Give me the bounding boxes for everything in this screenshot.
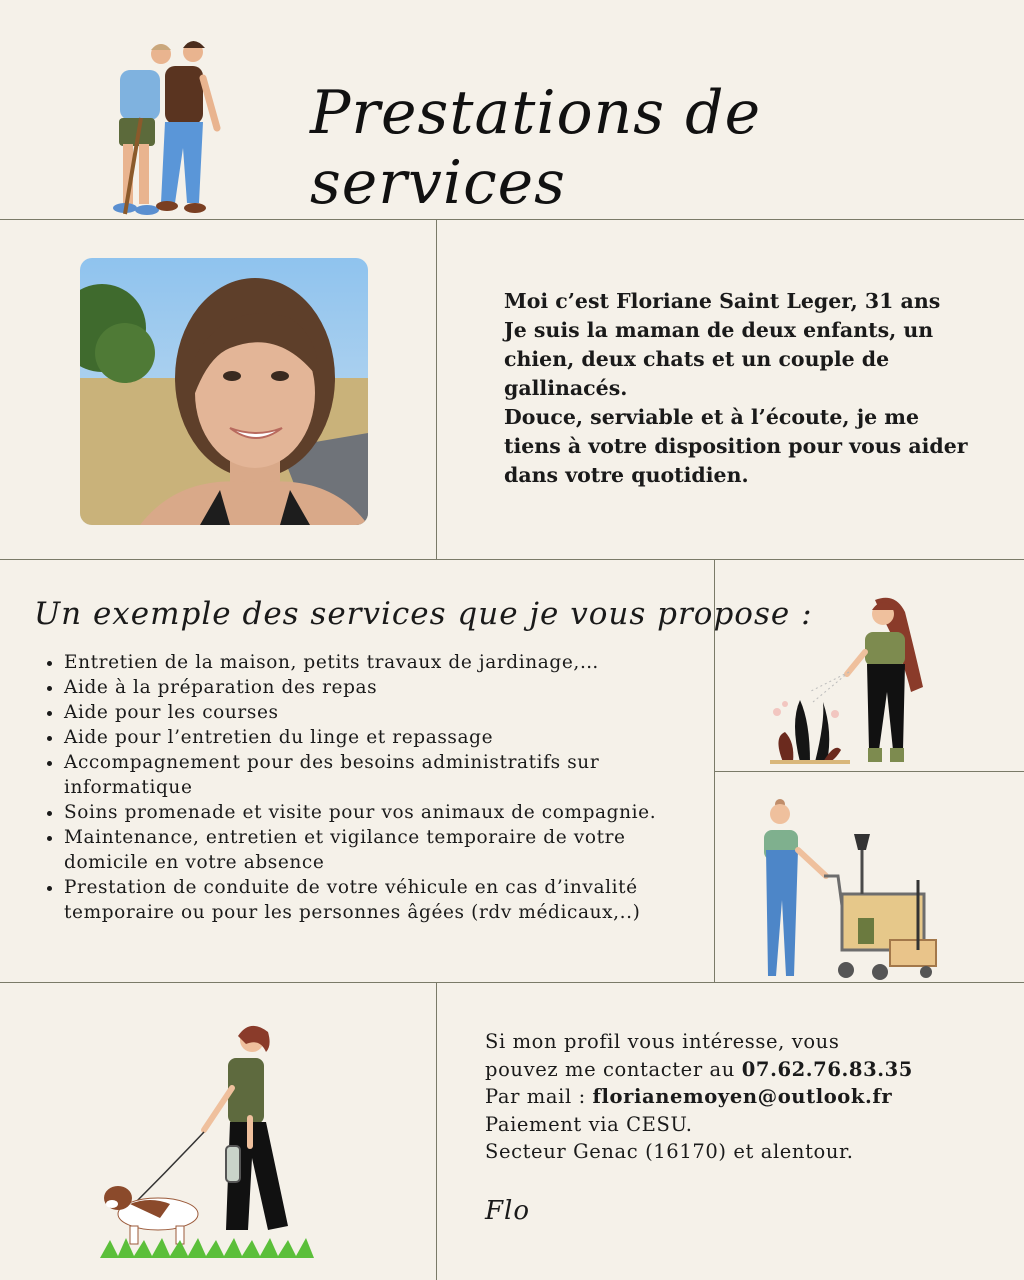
divider bbox=[436, 219, 437, 559]
list-item: • Aide pour l’entretien du linge et repassage bbox=[64, 725, 714, 750]
list-item: • Entretien de la maison, petits travaux de jardinage,… bbox=[64, 650, 714, 675]
signature: Flo bbox=[485, 1196, 531, 1226]
list-item: • Aide pour les courses bbox=[64, 700, 714, 725]
phone-number: 07.62.76.83.35 bbox=[741, 1057, 913, 1081]
services-list bbox=[30, 650, 714, 925]
list-item: • Maintenance, entretien et vigilance temporaire de votre domicile en votre absence bbox=[64, 825, 714, 875]
list-item: • Aide à la préparation des repas bbox=[64, 675, 714, 700]
cleaning-illustration bbox=[750, 790, 940, 980]
elderly-care-illustration bbox=[95, 38, 230, 218]
bio-line: Douce, serviable et à l’écoute, je me tiens à votre disposition pour vous aider dans votre quotidien. bbox=[504, 405, 968, 487]
divider bbox=[436, 982, 437, 1280]
list-item: • Soins promenade et visite pour vos animaux de compagnie. bbox=[64, 800, 714, 825]
divider bbox=[0, 219, 1024, 220]
divider bbox=[714, 771, 1024, 772]
contact-block bbox=[485, 1028, 1005, 1166]
contact-email-prefix: Par mail : bbox=[485, 1085, 593, 1108]
page-title: Prestations de services bbox=[310, 78, 762, 218]
contact-email-line bbox=[485, 1083, 1005, 1111]
payment-line: Paiement via CESU. bbox=[485, 1112, 693, 1136]
portrait-photo bbox=[80, 258, 368, 525]
contact-phone-prefix: pouvez me contacter au bbox=[485, 1057, 742, 1081]
contact-phone-line bbox=[485, 1056, 1005, 1084]
sector-line: Secteur Genac (16170) et alentour. bbox=[485, 1140, 854, 1163]
divider bbox=[0, 982, 1024, 983]
bio-text bbox=[504, 287, 974, 490]
contact-line: Si mon profil vous intéresse, vous bbox=[485, 1030, 840, 1053]
bio-line: Je suis la maman de deux enfants, un chien, deux chats et un couple de gallinacés. bbox=[504, 318, 934, 400]
dog-walking-illustration bbox=[100, 1018, 320, 1263]
list-item: • Prestation de conduite de votre véhicule en cas d’invalité temporaire ou pour les personnes âgées (rdv médicaux,..) bbox=[64, 875, 714, 925]
gardening-illustration bbox=[765, 592, 930, 767]
list-item: • Accompagnement pour des besoins administratifs sur informatique bbox=[64, 750, 714, 800]
services-title: Un exemple des services que je vous propose : bbox=[34, 596, 813, 632]
bio-line: Moi c’est Floriane Saint Leger, 31 ans bbox=[504, 289, 941, 313]
email-address: florianemoyen@outlook.fr bbox=[592, 1085, 893, 1108]
divider bbox=[0, 559, 1024, 560]
